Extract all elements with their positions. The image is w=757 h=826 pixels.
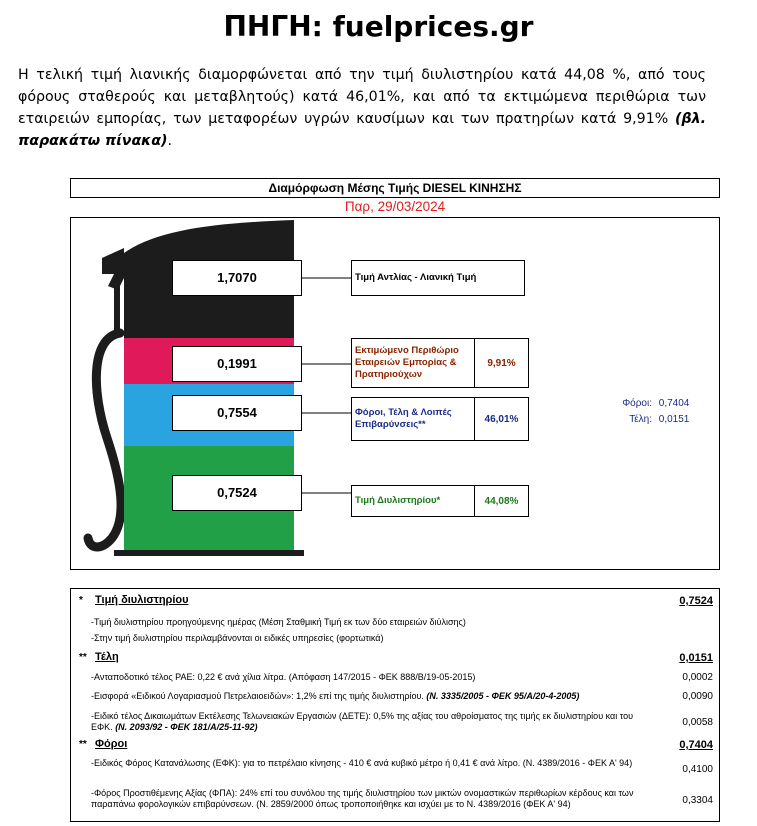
refinery-pct: 44,08% [474,486,528,516]
retail-price-box: 1,7070 [172,260,302,296]
margin-label: Εκτιμώμενο Περιθώριο Εταιρειών Εμπορίας & Πρατηριούχων [355,345,459,380]
fees-title: Τέλη [95,651,119,663]
margin-label-box [351,338,529,388]
refinery-value-box: 0,7524 [172,475,302,511]
retail-label-box [351,260,525,296]
pump-base [114,550,304,556]
taxes-value-box: 0,7554 [172,395,302,431]
side-fees [560,414,704,425]
taxes-total: 0,7404 [679,739,713,751]
refinery-note-1: -Τιμή διυλιστηρίου προηγούμενης ημέρας (Μέση Σταθμική Τιμή εκ των δύο εταιρειών διύλισης) [91,617,466,627]
fee-item-text: -Ειδικό τέλος Δικαιωμάτων Εκτέλεσης Τελωνειακών Εργασιών (ΔΕΤΕ): 0,5% της αξίας του αθροίσματος της τιμής εκ διυλιστηρίου και του ΕΦΚ. (Ν. 2093/92 - ΦΕΚ 181/Α/25-11-92) [91,711,634,732]
taxes-star: ** [79,739,87,750]
tax-item-text: -Φόρος Προστιθέμενης Αξίας (ΦΠΑ): 24% επί του συνόλου της τιμής διυλιστηρίου των μικτών ονομαστικών περιθωρίων κέρδους και των παραπάνω φορολογικών επιβαρύνσεων. (Ν. 2859/2000 όπως τροποποιήθηκε και ισχύει με το Ν. 4389/2016 (ΦΕΚ Α' 94) [91,788,634,809]
margin-value-box: 0,1991 [172,346,302,382]
pump-nozzle [102,248,124,290]
fee-item-value: 0,0058 [682,717,713,728]
fees-total: 0,0151 [679,652,713,664]
source-title: ΠΗΓΗ: fuelprices.gr [223,10,534,43]
details-table [70,588,720,822]
retail-label: Τιμή Αντλίας - Λιανική Τιμή [355,272,477,283]
intro-emphasis: (βλ. παρακάτω πίνακα) [18,111,706,149]
refinery-label: Τιμή Διυλιστηρίου* [355,495,441,506]
panel-title: Διαμόρφωση Μέσης Τιμής DIESEL ΚΙΝΗΣΗΣ [70,178,720,198]
fee-item-text: -Εισφορά «Ειδικού Λογαριασμού Πετρελαιοειδών»: 1,2% επί της τιμής διυλιστηρίου. (Ν. 3335/2005 - ΦΕΚ 95/Α/20-4-2005) [91,691,580,701]
refinery-note-2: -Στην τιμή διυλιστηρίου περιλαμβάνονται οι ειδικές υπηρεσίες (φορτωτικά) [91,633,384,643]
refinery-title: Τιμή διυλιστηρίου [95,594,189,606]
intro-paragraph: Η τελική τιμή λιανικής διαμορφώνεται από την τιμή διυλιστηρίου κατά 44,08 %, από τους φόρους σταθερούς και μεταβλητούς) κατά 46,01%, και από τα εκτιμώμενα περιθώρια των εταιρειών εμπορίας, των μεταφορέων υγρών καυσίμων και των πρατηρίων κατά 9,91% (βλ. παρακάτω πίνακα). [18,67,706,149]
side-taxes-label: Φόροι: [622,398,652,409]
taxes-title: Φόροι [95,738,128,750]
fees-star: ** [79,652,87,663]
taxes-label: Φόροι, Τέλη & Λοιπές Επιβαρύνσεις** [355,407,452,430]
side-taxes [560,398,704,409]
side-fees-label: Τέλη: [629,414,652,425]
side-fees-value: 0,0151 [658,414,690,425]
pump-hose [88,333,121,547]
panel-date: Παρ, 29/03/2024 [344,199,446,214]
refinery-label-box [351,485,529,517]
fee-item-value: 0,0090 [682,691,713,702]
refinery-total: 0,7524 [679,595,713,607]
taxes-label-box [351,397,529,441]
fee-item-value: 0,0002 [682,672,713,683]
tax-item-value: 0,4100 [682,764,713,775]
side-taxes-value: 0,7404 [658,398,690,409]
refinery-star: * [79,595,83,606]
margin-pct: 9,91% [474,339,528,387]
fee-item-text: -Ανταποδοτικό τέλος ΡΑΕ: 0,22 € ανά χίλια λίτρα. (Απόφαση 147/2015 - ΦΕΚ 888/Β/19-05-2015) [91,672,476,682]
tax-item-value: 0,3304 [682,795,713,806]
pump-nozzle-arm [114,272,120,334]
tax-item-text: -Ειδικός Φόρος Κατανάλωσης (ΕΦΚ): για το πετρέλαιο κίνησης - 410 € ανά κυβικό μέτρο ή 0,41 € ανά λίτρο. (Ν. 4389/2016 - ΦΕΚ Α' 94) [91,758,633,768]
taxes-pct: 46,01% [474,398,528,440]
